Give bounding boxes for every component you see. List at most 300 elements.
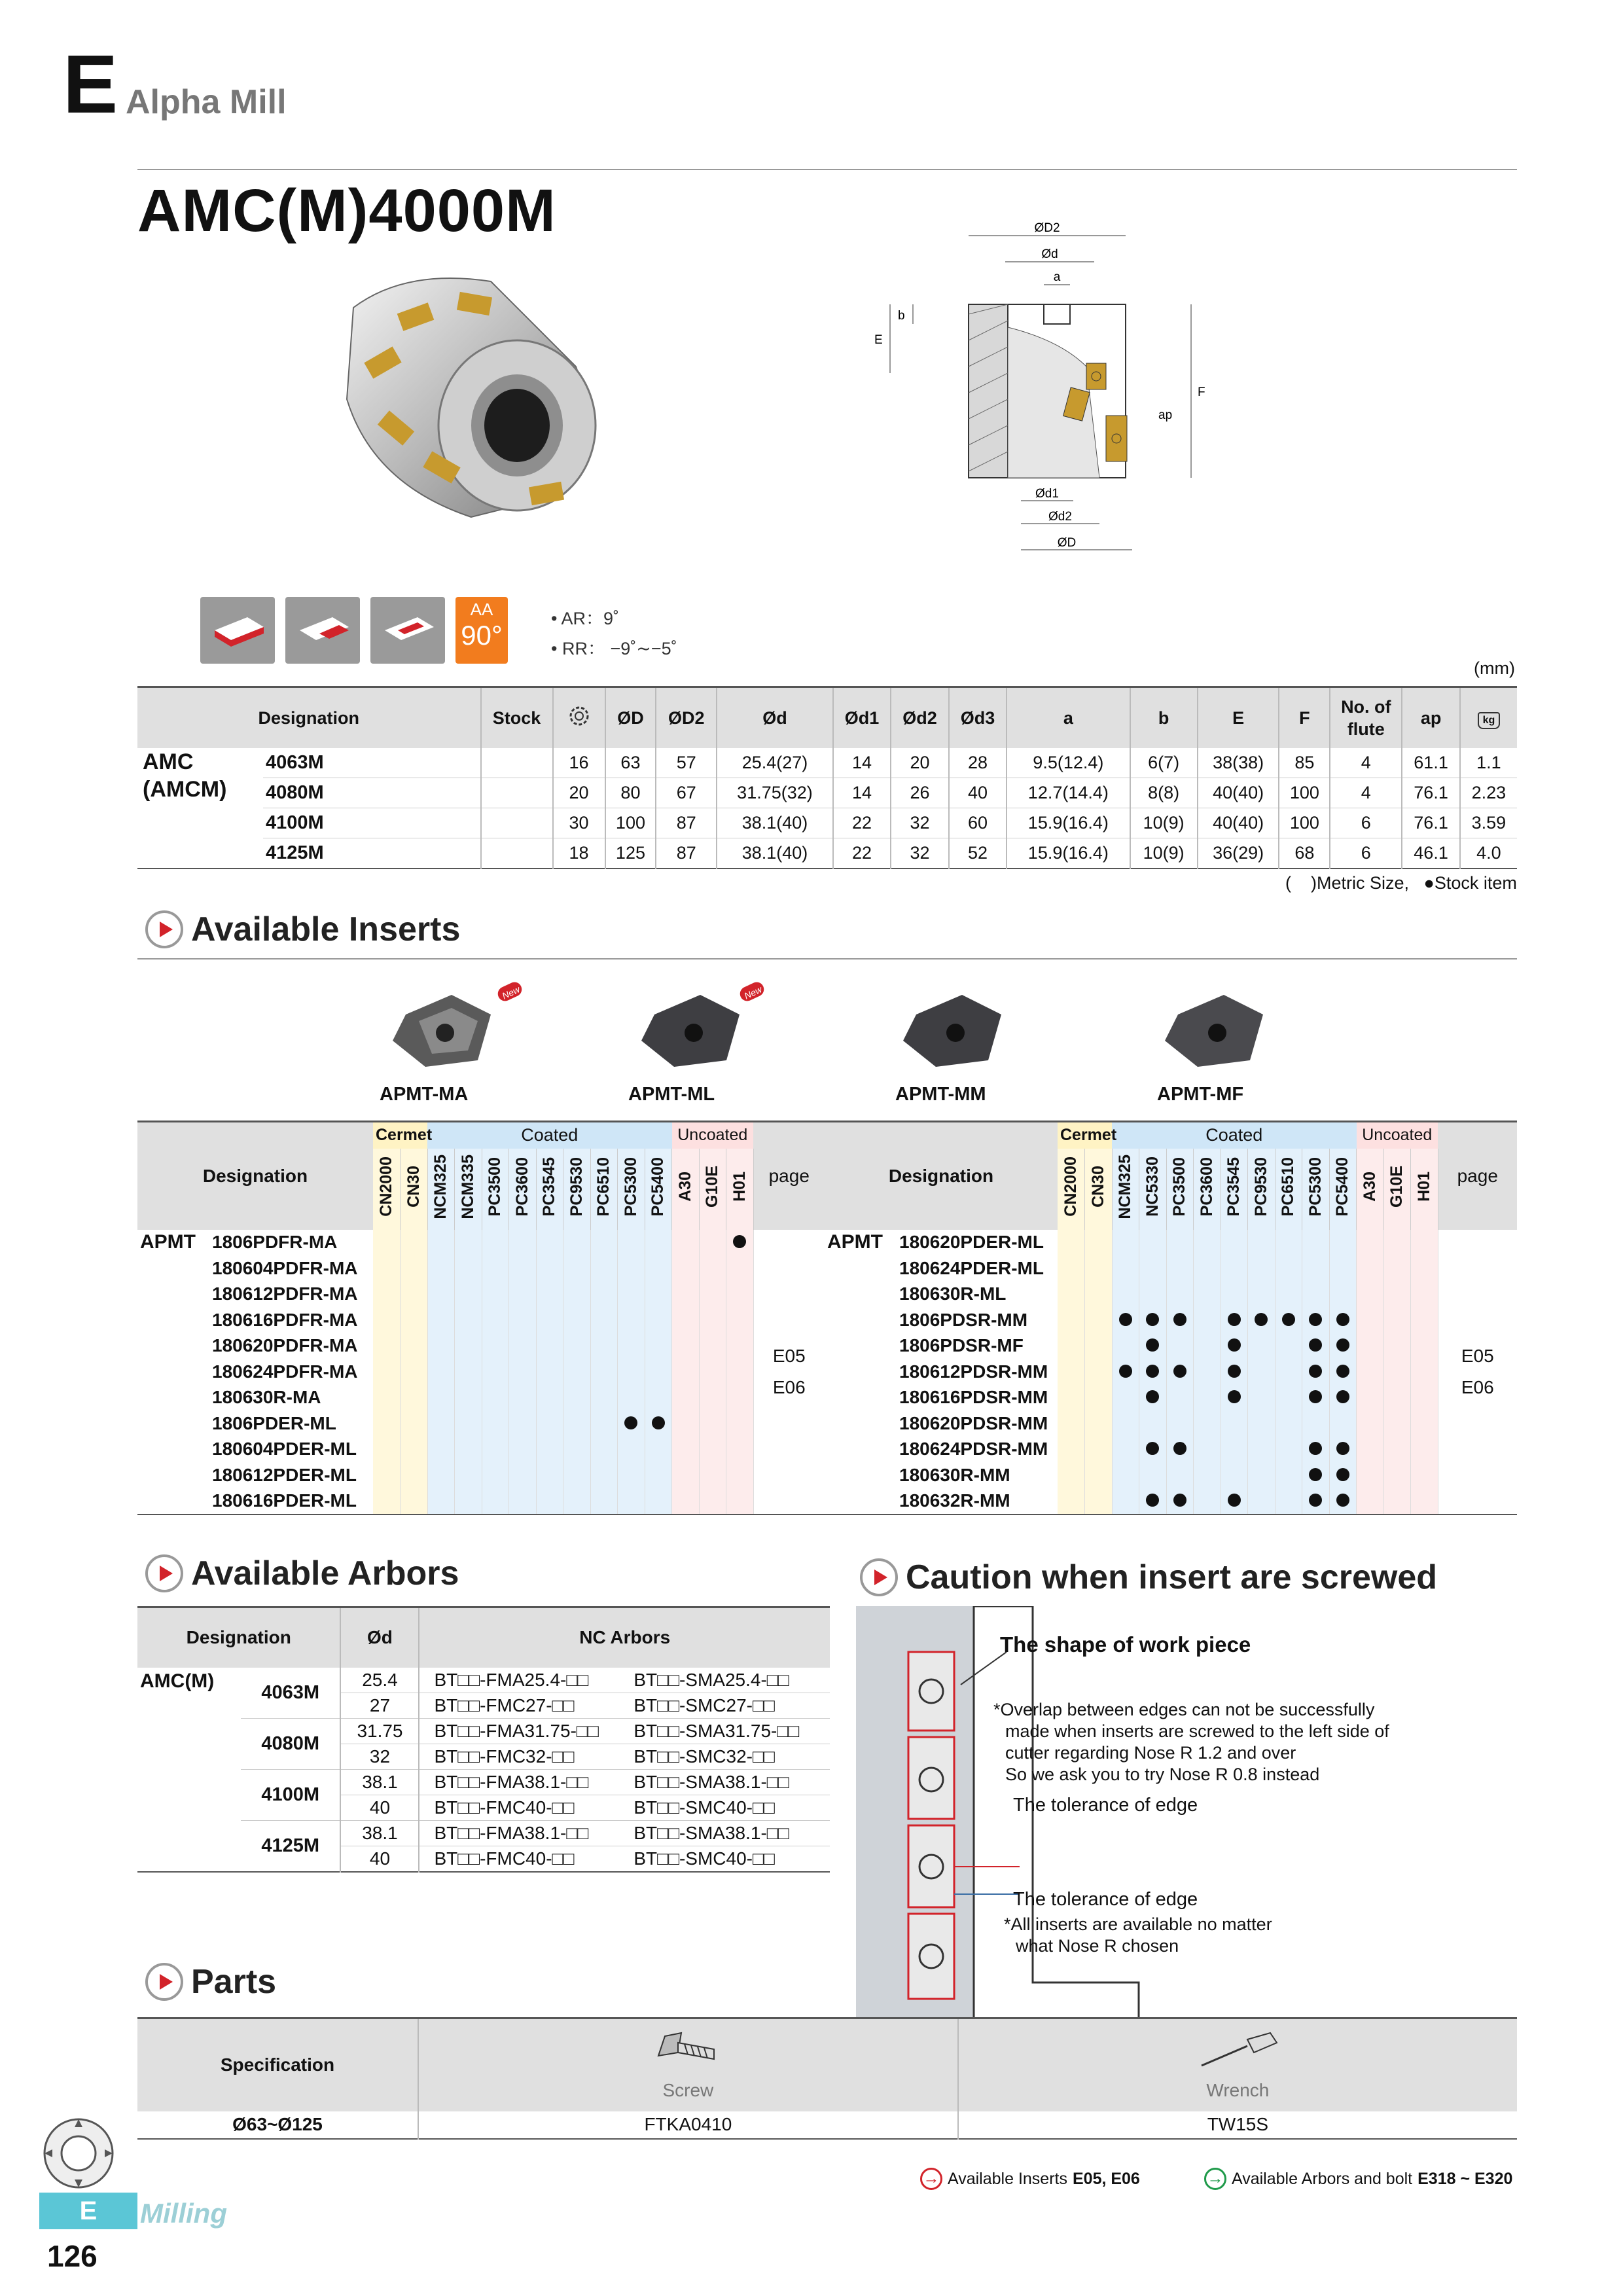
parts-wrench-code: TW15S bbox=[1207, 2114, 1269, 2134]
arbor-d: 38.1 bbox=[340, 1820, 419, 1846]
arbor-model bbox=[241, 1769, 340, 1820]
link-available-inserts[interactable] bbox=[920, 2168, 1140, 2190]
arbor-sm: BT□□-SMC40-□□ bbox=[631, 1795, 830, 1820]
grade-cell bbox=[1329, 1437, 1357, 1463]
grade-cell bbox=[699, 1410, 726, 1437]
stock-dot bbox=[1309, 1365, 1322, 1378]
arbor-group-label: AMC(M) bbox=[140, 1670, 215, 1692]
grade-cell bbox=[618, 1307, 645, 1333]
spec-group bbox=[137, 748, 263, 869]
grade-cell bbox=[1221, 1359, 1248, 1385]
tolerance-label-2: The tolerance of edge bbox=[1013, 1889, 1198, 1910]
grade-cell bbox=[726, 1230, 754, 1256]
stock-dot bbox=[1173, 1365, 1186, 1378]
grade-cell bbox=[1275, 1437, 1302, 1463]
new-badge: New bbox=[500, 984, 522, 1001]
grade-cell bbox=[1194, 1437, 1221, 1463]
parts-screw-label: Screw bbox=[662, 2079, 714, 2100]
spec-cell: 32 bbox=[891, 838, 948, 869]
grade-cell bbox=[1221, 1333, 1248, 1359]
stock-dot bbox=[1228, 1313, 1241, 1326]
grade-cell bbox=[427, 1385, 455, 1411]
spec-cell: 60 bbox=[949, 808, 1007, 838]
section-title-inserts: Available Inserts bbox=[191, 910, 461, 948]
grade-cell bbox=[373, 1437, 401, 1463]
insert-designation bbox=[825, 1410, 1058, 1437]
stock-dot bbox=[624, 1416, 637, 1429]
stock-dot bbox=[1146, 1494, 1159, 1507]
grade-cell bbox=[726, 1410, 754, 1437]
insert-designation bbox=[825, 1385, 1058, 1411]
spec-cell: 4 bbox=[1330, 748, 1402, 778]
spec-cell: 8(8) bbox=[1130, 778, 1198, 808]
stock-dot bbox=[1228, 1365, 1241, 1378]
grade-cell bbox=[1194, 1307, 1221, 1333]
grade-cell bbox=[1302, 1255, 1330, 1282]
grade-cell bbox=[1329, 1230, 1357, 1256]
grade-cell bbox=[618, 1437, 645, 1463]
grade-cell bbox=[618, 1488, 645, 1515]
label-D2: ØD2 bbox=[1034, 221, 1060, 235]
spec-cell: 100 bbox=[1279, 778, 1330, 808]
insert-designation bbox=[137, 1282, 373, 1308]
grade-name: PC5300 bbox=[621, 1157, 640, 1217]
arbor-row bbox=[137, 1820, 830, 1846]
col-ap: ap bbox=[1402, 687, 1460, 749]
grade-cell bbox=[1221, 1307, 1248, 1333]
insert-designation bbox=[137, 1462, 373, 1488]
grade-cell bbox=[1411, 1385, 1438, 1411]
grade-cell bbox=[1112, 1359, 1139, 1385]
grade-group-label: Cermet bbox=[1060, 1126, 1117, 1145]
grade-cell bbox=[1302, 1488, 1330, 1515]
grade-cell bbox=[427, 1255, 455, 1282]
grade-header bbox=[1357, 1149, 1384, 1230]
spec-cell: 67 bbox=[656, 778, 717, 808]
spec-cell bbox=[481, 778, 553, 808]
stock-dot bbox=[1255, 1313, 1268, 1326]
spec-cell: 20 bbox=[891, 748, 948, 778]
grade-cell bbox=[672, 1462, 700, 1488]
grade-cell bbox=[645, 1488, 672, 1515]
grade-cell bbox=[1357, 1437, 1384, 1463]
grade-header bbox=[1275, 1149, 1302, 1230]
grade-cell bbox=[482, 1410, 509, 1437]
spec-cell: 1.1 bbox=[1460, 748, 1517, 778]
grade-cell bbox=[1357, 1333, 1384, 1359]
insert-code: 180624PDSR-MM bbox=[899, 1439, 1048, 1460]
grade-header bbox=[645, 1149, 672, 1230]
spec-model: 4125M bbox=[263, 838, 481, 869]
angle-badge bbox=[455, 597, 508, 664]
grade-cell bbox=[590, 1282, 618, 1308]
spec-note: ( )Metric Size, ●Stock item bbox=[1285, 873, 1517, 893]
spec-model: 4080M bbox=[263, 778, 481, 808]
stock-dot bbox=[733, 1235, 746, 1248]
grade-cell bbox=[401, 1230, 428, 1256]
grade-name: PC6510 bbox=[1279, 1157, 1298, 1217]
insert-type-ml: APMT-ML bbox=[628, 1084, 715, 1105]
grade-cell bbox=[536, 1385, 563, 1411]
col-weight bbox=[1460, 687, 1517, 749]
grade-cell bbox=[590, 1462, 618, 1488]
insert-code: 180632R-MM bbox=[899, 1490, 1010, 1511]
section-title-parts: Parts bbox=[191, 1963, 277, 2001]
grade-header bbox=[373, 1149, 401, 1230]
grade-cell bbox=[699, 1307, 726, 1333]
grade-name: PC3500 bbox=[486, 1157, 505, 1217]
grade-header bbox=[536, 1149, 563, 1230]
grade-cell bbox=[1329, 1307, 1357, 1333]
arbor-sm: BT□□-SMC32-□□ bbox=[631, 1744, 830, 1769]
spec-cell: 125 bbox=[605, 838, 656, 869]
spec-cell: 80 bbox=[605, 778, 656, 808]
grade-name: CN30 bbox=[404, 1166, 423, 1208]
link-arbors-text: Available Arbors and bolt bbox=[1232, 2169, 1413, 2188]
insert-page-ref bbox=[1438, 1230, 1517, 1515]
arbor-fm: BT□□-FMA31.75-□□ bbox=[419, 1718, 631, 1744]
grade-cell bbox=[455, 1437, 482, 1463]
grade-cell bbox=[1275, 1307, 1302, 1333]
grade-cell bbox=[1357, 1255, 1384, 1282]
svg-text:ØD: ØD bbox=[1057, 536, 1077, 550]
insert-designation bbox=[137, 1385, 373, 1411]
grade-cell bbox=[1194, 1359, 1221, 1385]
spec-cell: 26 bbox=[891, 778, 948, 808]
grade-cell bbox=[590, 1230, 618, 1256]
grade-cell bbox=[1194, 1333, 1221, 1359]
grade-cell bbox=[401, 1282, 428, 1308]
arbor-fm: BT□□-FMA38.1-□□ bbox=[419, 1820, 631, 1846]
insert-row bbox=[825, 1333, 1517, 1359]
stock-dot bbox=[1336, 1338, 1349, 1352]
grade-cell bbox=[1357, 1359, 1384, 1385]
spec-cell: 10(9) bbox=[1130, 838, 1198, 869]
insert-code: 180612PDER-ML bbox=[212, 1464, 357, 1485]
grade-cell bbox=[1248, 1282, 1275, 1308]
grade-cell bbox=[401, 1462, 428, 1488]
grade-header bbox=[726, 1149, 754, 1230]
grade-cell bbox=[1085, 1230, 1113, 1256]
section-play-icon bbox=[860, 1558, 898, 1596]
stock-dot bbox=[1309, 1313, 1322, 1326]
grade-cell bbox=[699, 1385, 726, 1411]
stock-dot bbox=[652, 1416, 665, 1429]
stock-dot bbox=[1336, 1494, 1349, 1507]
spec-cell: 22 bbox=[833, 808, 891, 838]
stock-dot bbox=[1173, 1494, 1186, 1507]
grade-cell bbox=[1166, 1307, 1194, 1333]
grade-name: NCM335 bbox=[458, 1154, 477, 1219]
spec-group-line: (AMCM) bbox=[143, 777, 227, 802]
svg-text:Ød: Ød bbox=[1041, 247, 1058, 261]
arbor-sm: BT□□-SMA25.4-□□ bbox=[631, 1668, 830, 1693]
slot-milling-icon bbox=[370, 597, 445, 664]
grade-cell bbox=[1357, 1385, 1384, 1411]
insert-row bbox=[137, 1488, 825, 1515]
insert-prefix: APMT bbox=[140, 1231, 196, 1253]
grade-header bbox=[1085, 1149, 1113, 1230]
stock-dot bbox=[1309, 1390, 1322, 1403]
grade-cell bbox=[1357, 1462, 1384, 1488]
grade-cell bbox=[427, 1410, 455, 1437]
spec-model: 4100M bbox=[263, 808, 481, 838]
grade-cell bbox=[1221, 1410, 1248, 1437]
section-title-caution: Caution when insert are screwed bbox=[906, 1558, 1438, 1596]
grade-cell bbox=[1383, 1437, 1411, 1463]
spec-cell: 40 bbox=[949, 778, 1007, 808]
grade-cell bbox=[1194, 1462, 1221, 1488]
grade-name: H01 bbox=[730, 1172, 749, 1202]
grade-group-uncoated bbox=[672, 1122, 754, 1149]
spec-cell: 87 bbox=[656, 838, 717, 869]
rake-angles bbox=[551, 603, 677, 664]
insert-row bbox=[825, 1437, 1517, 1463]
insert-images bbox=[353, 975, 1335, 1100]
spec-cell bbox=[481, 748, 553, 778]
insert-designation bbox=[137, 1307, 373, 1333]
grade-group-label: Uncoated bbox=[677, 1126, 748, 1145]
grade-cell bbox=[563, 1385, 591, 1411]
grade-cell bbox=[618, 1385, 645, 1411]
radial-rake: • RR： −9˚∼−5˚ bbox=[551, 639, 677, 658]
grade-cell bbox=[563, 1462, 591, 1488]
section-play-icon bbox=[145, 1554, 183, 1592]
insert-row bbox=[825, 1255, 1517, 1282]
grade-name: PC9530 bbox=[567, 1157, 586, 1217]
insert-type-mm: APMT-MM bbox=[895, 1084, 986, 1105]
insert-designation bbox=[825, 1255, 1058, 1282]
grade-cell bbox=[482, 1462, 509, 1488]
footer-tab bbox=[39, 2193, 137, 2229]
spec-cell: 4.0 bbox=[1460, 838, 1517, 869]
grade-cell bbox=[1194, 1230, 1221, 1256]
grade-cell bbox=[427, 1437, 455, 1463]
parts-screw-code: FTKA0410 bbox=[418, 2111, 958, 2139]
grade-cell bbox=[1275, 1230, 1302, 1256]
grade-cell bbox=[618, 1359, 645, 1385]
insert-designation bbox=[137, 1488, 373, 1515]
new-badge: New bbox=[742, 984, 764, 1001]
grade-cell bbox=[1085, 1488, 1113, 1515]
grade-header bbox=[1329, 1149, 1357, 1230]
section-play-icon bbox=[145, 1963, 183, 2001]
spec-cell: 15.9(16.4) bbox=[1007, 838, 1130, 869]
note2-line: what Nose R chosen bbox=[1016, 1936, 1179, 1956]
grade-cell bbox=[482, 1333, 509, 1359]
insert-row bbox=[137, 1230, 825, 1256]
insert-code: 180620PDER-ML bbox=[899, 1232, 1044, 1253]
spec-cell: 38(38) bbox=[1198, 748, 1279, 778]
col-designation: Designation bbox=[137, 687, 481, 749]
parts-table bbox=[137, 2017, 1517, 2140]
insert-designation bbox=[137, 1437, 373, 1463]
grade-group-label: Coated bbox=[521, 1125, 579, 1145]
grade-cell bbox=[427, 1359, 455, 1385]
parts-range: Ø63~Ø125 bbox=[137, 2111, 418, 2139]
col-stock-icon bbox=[553, 687, 605, 749]
spec-cell: 63 bbox=[605, 748, 656, 778]
grade-group-cermet bbox=[373, 1122, 433, 1149]
note1-line: So we ask you to try Nose R 0.8 instead bbox=[1005, 1765, 1320, 1784]
grade-cell bbox=[726, 1359, 754, 1385]
grade-cell bbox=[699, 1488, 726, 1515]
grade-cell bbox=[482, 1488, 509, 1515]
insert-photo-mm bbox=[890, 975, 1034, 1073]
arbor-model-label: 4100M bbox=[261, 1784, 320, 1805]
arbor-model-label: 4080M bbox=[261, 1732, 320, 1754]
caution-note-1 bbox=[993, 1699, 1389, 1785]
insert-code: 180616PDFR-MA bbox=[212, 1309, 358, 1330]
grade-cell bbox=[373, 1282, 401, 1308]
spec-cell: 3.59 bbox=[1460, 808, 1517, 838]
grade-cell bbox=[373, 1333, 401, 1359]
insert-designation bbox=[825, 1230, 1058, 1256]
ins-designation-header bbox=[825, 1122, 1058, 1230]
grade-cell bbox=[563, 1488, 591, 1515]
insert-designation bbox=[137, 1255, 373, 1282]
arbor-d: 32 bbox=[340, 1744, 419, 1769]
svg-text:b: b bbox=[898, 309, 905, 323]
spec-cell: 22 bbox=[833, 838, 891, 869]
milling-cutter-icon bbox=[39, 2114, 118, 2193]
grade-cell bbox=[536, 1307, 563, 1333]
grade-cell bbox=[1383, 1488, 1411, 1515]
link-available-arbors[interactable] bbox=[1204, 2168, 1512, 2190]
spec-cell: 87 bbox=[656, 808, 717, 838]
grade-name: PC3600 bbox=[512, 1157, 531, 1217]
ins-designation-label: Designation bbox=[888, 1165, 994, 1186]
grade-cell bbox=[536, 1333, 563, 1359]
grade-cell bbox=[1221, 1230, 1248, 1256]
grade-cell bbox=[645, 1385, 672, 1411]
arbor-model bbox=[241, 1718, 340, 1769]
grade-cell bbox=[1302, 1359, 1330, 1385]
page-ref: E06 bbox=[772, 1376, 806, 1397]
grade-cell bbox=[1112, 1333, 1139, 1359]
grade-cell bbox=[1383, 1230, 1411, 1256]
spec-cell: 10(9) bbox=[1130, 808, 1198, 838]
stock-dot bbox=[1228, 1338, 1241, 1352]
insert-code: 1806PDSR-MM bbox=[899, 1309, 1028, 1330]
stock-dot bbox=[1309, 1494, 1322, 1507]
grade-cell bbox=[1329, 1255, 1357, 1282]
insert-row bbox=[825, 1230, 1517, 1256]
grade-cell bbox=[1302, 1410, 1330, 1437]
grade-cell bbox=[482, 1282, 509, 1308]
axial-rake: • AR：9˚ bbox=[551, 609, 619, 628]
grade-cell bbox=[536, 1462, 563, 1488]
grade-cell bbox=[1383, 1462, 1411, 1488]
grade-cell bbox=[618, 1230, 645, 1256]
grade-cell bbox=[1411, 1488, 1438, 1515]
footer-category: Milling bbox=[140, 2198, 227, 2229]
spec-cell: 36(29) bbox=[1198, 838, 1279, 869]
arbor-d: 40 bbox=[340, 1846, 419, 1872]
insert-row bbox=[825, 1359, 1517, 1385]
ins-designation-header bbox=[137, 1122, 373, 1230]
grade-group-coated bbox=[427, 1122, 672, 1149]
insert-row bbox=[825, 1488, 1517, 1515]
grade-cell bbox=[373, 1488, 401, 1515]
spec-row bbox=[137, 808, 1517, 838]
grade-cell bbox=[1383, 1359, 1411, 1385]
insert-code: 180616PDER-ML bbox=[212, 1490, 357, 1511]
grade-cell bbox=[1329, 1385, 1357, 1411]
grade-cell bbox=[1166, 1437, 1194, 1463]
grade-cell bbox=[509, 1488, 537, 1515]
grade-cell bbox=[590, 1385, 618, 1411]
grade-cell bbox=[1411, 1307, 1438, 1333]
insert-row bbox=[137, 1437, 825, 1463]
grade-cell bbox=[509, 1255, 537, 1282]
arbor-model-label: 4125M bbox=[261, 1835, 320, 1856]
insert-row bbox=[825, 1282, 1517, 1308]
grade-cell bbox=[1275, 1333, 1302, 1359]
grade-name: A30 bbox=[675, 1172, 694, 1202]
grade-cell bbox=[1275, 1462, 1302, 1488]
insert-code: 1806PDFR-MA bbox=[212, 1232, 338, 1253]
grade-cell bbox=[726, 1385, 754, 1411]
grade-cell bbox=[1302, 1385, 1330, 1411]
grade-cell bbox=[536, 1410, 563, 1437]
gear-icon bbox=[567, 704, 591, 728]
grade-cell bbox=[455, 1488, 482, 1515]
stock-dot bbox=[1146, 1390, 1159, 1403]
grade-name: PC9530 bbox=[1251, 1157, 1270, 1217]
spec-cell bbox=[481, 838, 553, 869]
grade-cell bbox=[1411, 1282, 1438, 1308]
spec-cell: 76.1 bbox=[1402, 778, 1460, 808]
grade-cell bbox=[1248, 1255, 1275, 1282]
insert-row bbox=[137, 1359, 825, 1385]
arbor-sm: BT□□-SMA38.1-□□ bbox=[631, 1769, 830, 1795]
grade-cell bbox=[1329, 1333, 1357, 1359]
grade-cell bbox=[1058, 1488, 1085, 1515]
spec-cell: 46.1 bbox=[1402, 838, 1460, 869]
grade-header bbox=[618, 1149, 645, 1230]
grade-cell bbox=[1112, 1488, 1139, 1515]
parts-spec-label: Specification bbox=[220, 2054, 335, 2075]
note2-line: *All inserts are available no matter bbox=[1004, 1914, 1272, 1934]
insert-designation bbox=[825, 1333, 1058, 1359]
grade-cell bbox=[563, 1307, 591, 1333]
insert-code: 180620PDFR-MA bbox=[212, 1335, 358, 1356]
grade-header bbox=[401, 1149, 428, 1230]
spec-cell: 12.7(14.4) bbox=[1007, 778, 1130, 808]
grade-cell bbox=[590, 1255, 618, 1282]
grade-cell bbox=[1411, 1359, 1438, 1385]
grade-group-uncoated bbox=[1357, 1122, 1438, 1149]
arbor-sm: BT□□-SMA31.75-□□ bbox=[631, 1718, 830, 1744]
grade-cell bbox=[455, 1462, 482, 1488]
spec-cell: 16 bbox=[553, 748, 605, 778]
unit-label: (mm) bbox=[1474, 658, 1515, 678]
insert-row bbox=[137, 1307, 825, 1333]
grade-cell bbox=[1329, 1488, 1357, 1515]
grade-name: PC3545 bbox=[1224, 1157, 1243, 1217]
spec-cell: 76.1 bbox=[1402, 808, 1460, 838]
grade-cell bbox=[1139, 1437, 1167, 1463]
grade-cell bbox=[645, 1333, 672, 1359]
spec-cell: 85 bbox=[1279, 748, 1330, 778]
grade-group-cermet bbox=[1058, 1122, 1117, 1149]
insert-photo-ma bbox=[380, 975, 524, 1073]
grade-cell bbox=[699, 1255, 726, 1282]
section-play-icon bbox=[145, 910, 183, 948]
col-D2: ØD2 bbox=[656, 687, 717, 749]
angle-badge-code: AA bbox=[470, 600, 493, 619]
